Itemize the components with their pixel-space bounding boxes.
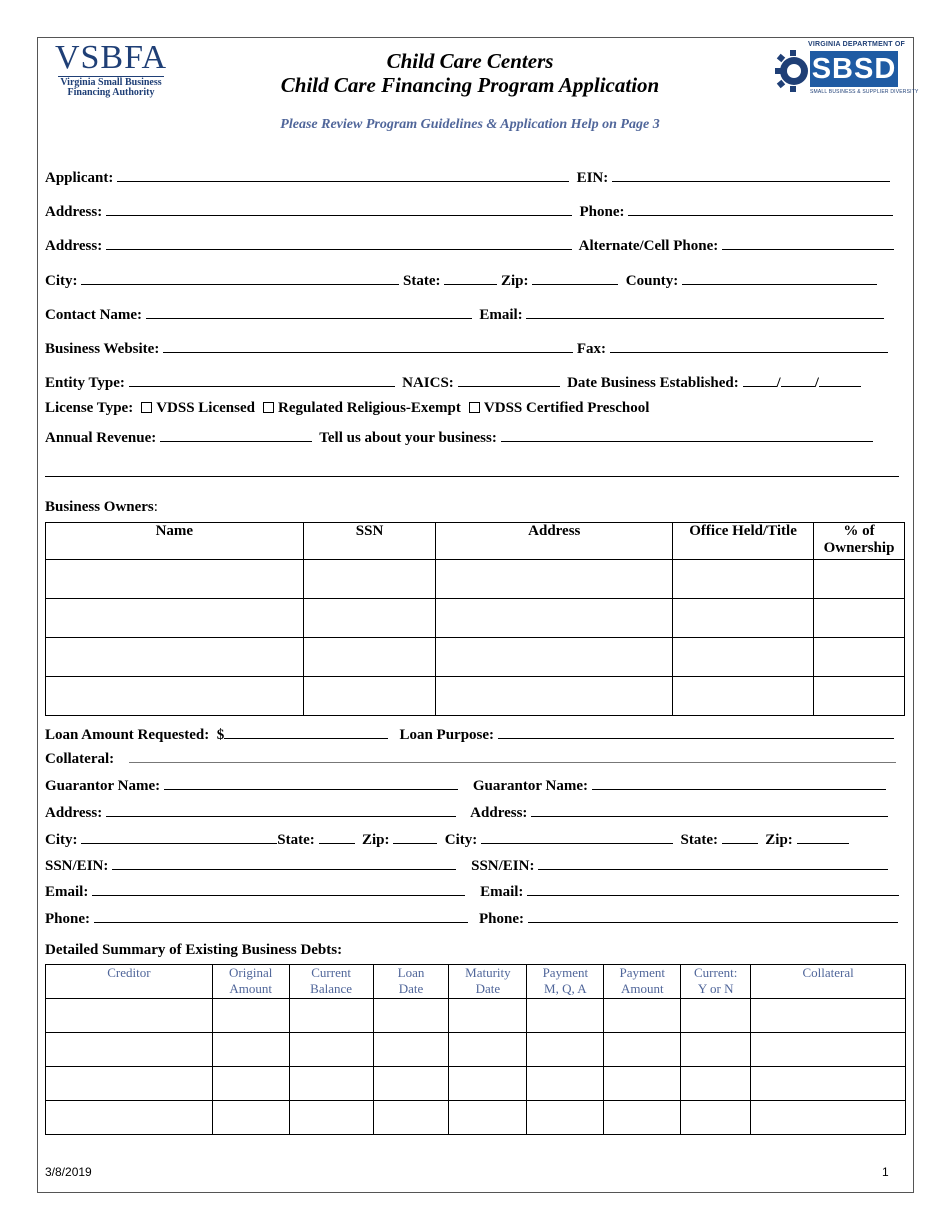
debts-col-current-l1: Current <box>311 965 351 980</box>
applicant-field[interactable] <box>117 169 569 182</box>
debt-cell[interactable] <box>289 1033 373 1067</box>
debts-col-loan-l2: Date <box>398 981 424 996</box>
entity-type-label: Entity Type: <box>45 375 125 391</box>
date-month-field[interactable] <box>743 374 777 387</box>
guarantor1-zip-field[interactable] <box>393 831 437 844</box>
debts-col-current-balance <box>289 965 373 999</box>
owner-title-cell[interactable] <box>673 677 814 716</box>
loan-amount-field[interactable] <box>224 726 388 739</box>
owner-ssn-cell[interactable] <box>303 638 436 677</box>
guarantor2-name-label: Guarantor Name: <box>472 778 588 794</box>
debts-col-payment-amt-l1: Payment <box>619 965 665 980</box>
guarantor1-phone-field[interactable] <box>94 910 468 923</box>
religious-exempt-label: Regulated Religious-Exempt <box>277 400 461 416</box>
debt-cell[interactable] <box>604 1067 681 1101</box>
debts-col-creditor <box>46 965 213 999</box>
guarantor1-city-label: City: <box>45 832 78 848</box>
address2-label: Address: <box>45 238 103 254</box>
table-row <box>46 599 905 638</box>
owners-header-row <box>46 523 905 560</box>
guarantor2-email-label: Email: <box>480 884 524 900</box>
alt-phone-label: Alternate/Cell Phone: <box>578 238 719 254</box>
owner-title-cell[interactable] <box>673 599 814 638</box>
debt-cell[interactable] <box>681 999 751 1033</box>
document-subtitle: Child Care Financing Program Application <box>280 73 660 97</box>
debt-cell[interactable] <box>46 1033 213 1067</box>
guarantor1-email-label: Email: <box>45 884 89 900</box>
address2-field[interactable] <box>106 237 572 250</box>
debts-col-collateral <box>751 965 906 999</box>
debt-cell[interactable] <box>46 1101 213 1135</box>
zip-label: Zip: <box>501 273 529 289</box>
zip-field[interactable] <box>532 272 618 285</box>
debt-cell[interactable] <box>681 1033 751 1067</box>
page-number: 1 <box>882 1165 889 1179</box>
revenue-row <box>45 429 873 447</box>
guarantor1-city-field[interactable] <box>81 831 277 844</box>
owner-ssn-cell[interactable] <box>303 560 436 599</box>
license-row <box>45 399 649 417</box>
guarantor2-ssn-field[interactable] <box>538 857 888 870</box>
collateral-label: Collateral: <box>45 751 115 767</box>
owners-col-ssn: SSN <box>303 523 436 560</box>
table-row <box>46 1033 906 1067</box>
entity-type-field[interactable] <box>129 374 395 387</box>
loan-amount-label: Loan Amount Requested: <box>45 727 210 743</box>
guarantor2-phone-label: Phone: <box>479 911 524 927</box>
guarantor2-name-field[interactable] <box>592 777 886 790</box>
date-day-field[interactable] <box>781 374 815 387</box>
owner-ssn-cell[interactable] <box>303 677 436 716</box>
guarantor1-email-field[interactable] <box>92 883 465 896</box>
debts-col-creditor-l1: Creditor <box>107 965 151 980</box>
ein-field[interactable] <box>612 169 890 182</box>
date-year-field[interactable] <box>819 374 861 387</box>
date-slash-1: / <box>776 375 781 391</box>
owner-name-cell[interactable] <box>46 599 304 638</box>
guarantor2-city-field[interactable] <box>481 831 673 844</box>
debt-cell[interactable] <box>212 1101 289 1135</box>
owner-title-cell[interactable] <box>673 560 814 599</box>
debt-cell[interactable] <box>604 1033 681 1067</box>
debts-table <box>45 964 906 1135</box>
debts-heading: Detailed Summary of Existing Business Debts: <box>45 942 343 958</box>
debt-cell[interactable] <box>289 999 373 1033</box>
vsbfa-logo-sub1: Virginia Small Business <box>60 77 162 88</box>
guarantor1-address-field[interactable] <box>106 804 456 817</box>
debt-cell[interactable] <box>527 1033 604 1067</box>
owner-address-cell[interactable] <box>436 560 673 599</box>
debts-col-loan-date <box>373 965 449 999</box>
contact-name-field[interactable] <box>146 306 472 319</box>
owners-col-name: Name <box>46 523 304 560</box>
address-label: Address: <box>45 204 103 220</box>
guarantor2-zip-field[interactable] <box>797 831 849 844</box>
county-label: County: <box>625 273 679 289</box>
tell-us-label: Tell us about your business: <box>319 430 497 446</box>
owner-ssn-cell[interactable] <box>303 599 436 638</box>
debts-col-payment-freq-l1: Payment <box>542 965 589 980</box>
ownership-line2: Ownership <box>823 540 895 556</box>
city-field[interactable] <box>81 272 399 285</box>
guarantor2-address-label: Address: <box>470 805 528 821</box>
entity-row <box>45 374 861 392</box>
business-owners-heading <box>45 498 158 516</box>
debt-cell[interactable] <box>751 1067 906 1101</box>
owner-address-cell[interactable] <box>436 677 673 716</box>
debts-col-payment-amt-l2: Amount <box>620 981 664 996</box>
ownership-line1: % of <box>843 523 875 539</box>
guarantor-ssn-row <box>45 857 888 875</box>
table-row <box>46 1101 906 1135</box>
owner-ownership-cell[interactable] <box>814 677 905 716</box>
address-row <box>45 203 893 221</box>
owner-name-cell[interactable] <box>46 638 304 677</box>
owner-address-cell[interactable] <box>436 638 673 677</box>
owners-col-ownership <box>814 523 905 560</box>
guarantor-phone-row <box>45 910 898 928</box>
sbsd-logo-top: VIRGINIA DEPARTMENT OF <box>808 41 905 48</box>
debts-col-payment-frequency <box>527 965 604 999</box>
debts-col-maturity-l2: Date <box>475 981 501 996</box>
guarantor1-state-field[interactable] <box>319 831 355 844</box>
guarantor1-ssn-field[interactable] <box>112 857 456 870</box>
debt-cell[interactable] <box>527 1067 604 1101</box>
vdss-licensed-checkbox[interactable] <box>141 402 152 413</box>
fax-field[interactable] <box>610 340 888 353</box>
owners-col-title: Office Held/Title <box>673 523 814 560</box>
collateral-field[interactable] <box>129 750 896 763</box>
vsbfa-logo-mark: VSBFA <box>54 39 168 76</box>
applicant-row <box>45 169 890 187</box>
debts-col-maturity-date <box>449 965 527 999</box>
guarantor2-email-field[interactable] <box>527 883 899 896</box>
phone-label: Phone: <box>579 204 625 220</box>
owners-col-address: Address <box>436 523 673 560</box>
debt-cell[interactable] <box>751 999 906 1033</box>
guarantor-city-row <box>45 831 849 849</box>
table-row <box>46 677 905 716</box>
document-title: Child Care Centers <box>386 49 554 73</box>
address2-row <box>45 237 894 255</box>
state-field[interactable] <box>444 272 497 285</box>
naics-field[interactable] <box>458 374 560 387</box>
debt-cell[interactable] <box>681 1101 751 1135</box>
business-description-line[interactable] <box>45 463 899 477</box>
debt-cell[interactable] <box>751 1033 906 1067</box>
debt-cell[interactable] <box>604 999 681 1033</box>
city-label: City: <box>45 273 78 289</box>
address-field[interactable] <box>106 203 572 216</box>
debts-col-maturity-l1: Maturity <box>465 965 511 980</box>
owner-ownership-cell[interactable] <box>814 638 905 677</box>
naics-label: NAICS: <box>402 375 454 391</box>
phone-field[interactable] <box>628 203 893 216</box>
annual-revenue-field[interactable] <box>160 429 312 442</box>
table-row <box>46 638 905 677</box>
footer-date: 3/8/2019 <box>45 1165 92 1179</box>
state-label: State: <box>403 273 441 289</box>
certified-preschool-label: VDSS Certified Preschool <box>483 400 650 416</box>
debt-cell[interactable] <box>681 1067 751 1101</box>
debt-cell[interactable] <box>373 999 449 1033</box>
guarantor2-state-field[interactable] <box>722 831 758 844</box>
owner-title-cell[interactable] <box>673 638 814 677</box>
debts-col-current-l2: Balance <box>310 981 353 996</box>
guarantor2-ssn-label: SSN/EIN: <box>471 858 535 874</box>
contact-row <box>45 306 884 324</box>
debt-cell[interactable] <box>46 1067 213 1101</box>
owners-heading-colon: : <box>153 499 158 515</box>
applicant-label: Applicant: <box>45 170 114 186</box>
debt-cell[interactable] <box>212 1033 289 1067</box>
debt-cell[interactable] <box>46 999 213 1033</box>
religious-exempt-checkbox[interactable] <box>263 402 274 413</box>
guarantor-name-row <box>45 777 886 795</box>
loan-purpose-field[interactable] <box>498 726 894 739</box>
county-field[interactable] <box>682 272 877 285</box>
debt-cell[interactable] <box>373 1101 449 1135</box>
debt-cell[interactable] <box>449 1033 527 1067</box>
owner-address-cell[interactable] <box>436 599 673 638</box>
annual-revenue-label: Annual Revenue: <box>45 430 157 446</box>
alt-phone-field[interactable] <box>722 237 894 250</box>
debt-cell[interactable] <box>751 1101 906 1135</box>
guarantor-address-row <box>45 804 888 822</box>
email-label: Email: <box>479 307 523 323</box>
debt-cell[interactable] <box>373 1067 449 1101</box>
debt-cell[interactable] <box>289 1067 373 1101</box>
license-type-label: License Type: <box>45 400 134 416</box>
table-row <box>46 1067 906 1101</box>
debt-cell[interactable] <box>449 999 527 1033</box>
debt-cell[interactable] <box>527 1101 604 1135</box>
guarantor2-address-field[interactable] <box>531 804 888 817</box>
debts-col-collateral-l1: Collateral <box>802 965 854 980</box>
date-slash-2: / <box>814 375 819 391</box>
loan-row <box>45 726 894 744</box>
vsbfa-logo <box>52 41 170 103</box>
table-row <box>46 999 906 1033</box>
guarantor1-state-label: State: <box>277 832 315 848</box>
guarantor1-ssn-label: SSN/EIN: <box>45 858 109 874</box>
debts-col-payment-amount <box>604 965 681 999</box>
guarantor2-state-label: State: <box>680 832 719 848</box>
guarantor2-phone-field[interactable] <box>528 910 898 923</box>
dollar-sign: $ <box>216 727 225 743</box>
gear-icon <box>772 46 810 96</box>
owner-name-cell[interactable] <box>46 560 304 599</box>
owners-heading-text: Business Owners <box>45 499 154 515</box>
debts-col-status-l1: Current: <box>694 965 738 980</box>
website-label: Business Website: <box>45 341 160 357</box>
email-field[interactable] <box>526 306 884 319</box>
debt-cell[interactable] <box>212 1067 289 1101</box>
certified-preschool-checkbox[interactable] <box>469 402 480 413</box>
owner-ownership-cell[interactable] <box>814 599 905 638</box>
debts-col-original-amount <box>212 965 289 999</box>
website-row <box>45 340 888 358</box>
sbsd-logo-bottom: SMALL BUSINESS & SUPPLIER DIVERSITY <box>810 89 919 95</box>
owner-name-cell[interactable] <box>46 677 304 716</box>
collateral-row <box>45 750 896 768</box>
debt-cell[interactable] <box>449 1067 527 1101</box>
table-row <box>46 560 905 599</box>
debt-cell[interactable] <box>527 999 604 1033</box>
guarantor2-zip-label: Zip: <box>765 832 793 848</box>
guidelines-note: Please Review Program Guidelines & Application Help on Page 3 <box>280 117 660 132</box>
guarantor1-name-field[interactable] <box>164 777 458 790</box>
debt-cell[interactable] <box>373 1033 449 1067</box>
debts-col-original-l2: Amount <box>229 981 272 996</box>
owner-ownership-cell[interactable] <box>814 560 905 599</box>
debts-col-original-l1: Original <box>229 965 273 980</box>
debt-cell[interactable] <box>212 999 289 1033</box>
loan-purpose-label: Loan Purpose: <box>399 727 495 743</box>
tell-us-field[interactable] <box>501 429 873 442</box>
debts-header-row <box>46 965 906 999</box>
fax-label: Fax: <box>576 341 607 357</box>
debts-col-payment-freq-l2: M, Q, A <box>544 981 587 996</box>
ein-label: EIN: <box>576 170 609 186</box>
sbsd-logo-mark: SBSD <box>811 53 897 85</box>
debt-cell[interactable] <box>289 1101 373 1135</box>
date-established-label: Date Business Established: <box>567 375 739 391</box>
vdss-licensed-label: VDSS Licensed <box>156 400 255 416</box>
contact-name-label: Contact Name: <box>45 307 143 323</box>
vsbfa-logo-sub2: Financing Authority <box>67 87 155 98</box>
debts-col-loan-l1: Loan <box>397 965 425 980</box>
sbsd-logo <box>772 41 919 99</box>
guarantor1-name-label: Guarantor Name: <box>45 778 161 794</box>
city-row <box>45 272 877 290</box>
debts-col-current-status <box>681 965 751 999</box>
guarantor2-city-label: City: <box>444 832 478 848</box>
owners-table <box>45 522 905 716</box>
website-field[interactable] <box>163 340 573 353</box>
debt-cell[interactable] <box>449 1101 527 1135</box>
guarantor-email-row <box>45 883 899 901</box>
guarantor1-phone-label: Phone: <box>45 911 90 927</box>
guarantor1-zip-label: Zip: <box>362 832 390 848</box>
debts-col-status-l2: Y or N <box>697 981 734 996</box>
guarantor1-address-label: Address: <box>45 805 103 821</box>
debt-cell[interactable] <box>604 1101 681 1135</box>
